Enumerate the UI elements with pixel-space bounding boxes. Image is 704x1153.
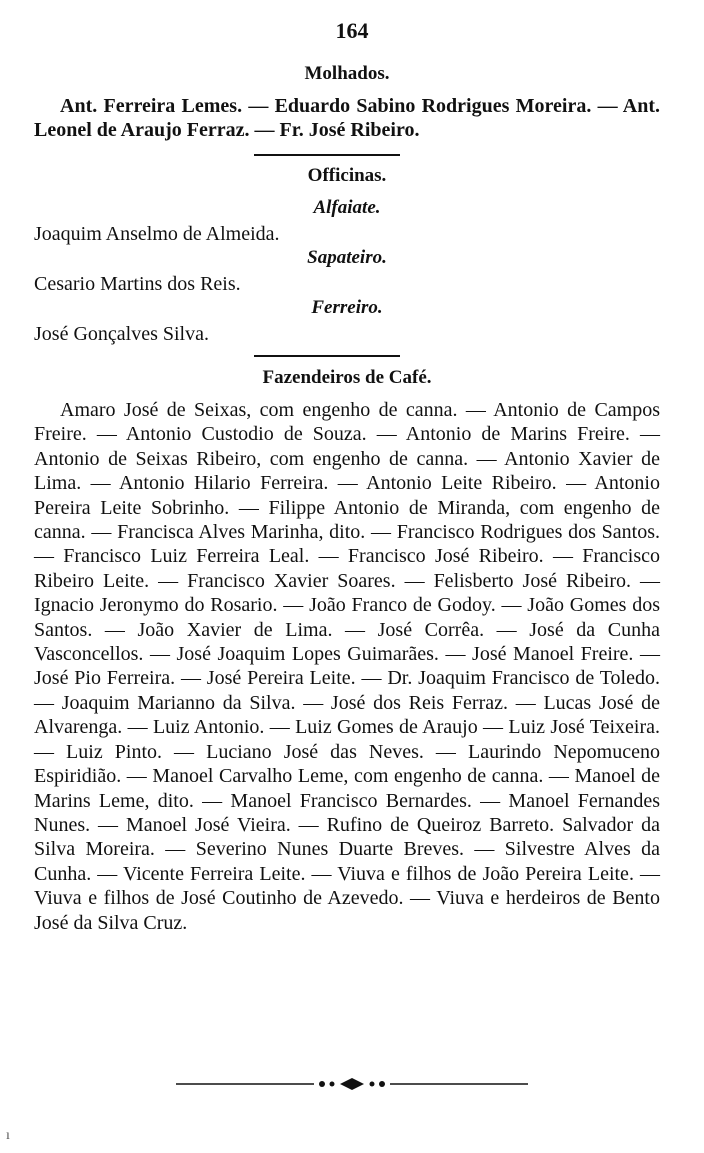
section-title-officinas: Officinas. [307, 165, 387, 186]
page-number: 164 [335, 18, 369, 43]
subtitle-sapateiro: Sapateiro. [307, 247, 387, 268]
ferreiro-name: José Gonçalves Silva. [34, 323, 209, 345]
subtitle-alfaiate: Alfaiate. [313, 197, 381, 218]
section-title-molhados: Molhados. [304, 63, 390, 84]
fazendeiros-paragraph: Amaro José de Seixas, com engenho de canna. — Antonio de Campos Freire. — Antonio Custodio de Souza. — Antonio de Marins Freire. — Antonio de Seixas Ribeiro, com engenho de canna. — Antonio Xavier de Lima. — Antonio Hilario Ferreira. — Antonio Leite Ribeiro. — Antonio Pereira Leite Sobrinho. — Filippe Antonio de Miranda, com engenho de canna. — Francisca Alves Marinha, dito. — Francisco Rodrigues dos Santos. — Francisco Luiz Ferreira Leal. — Francisco José Ribeiro. — Francisco Ribeiro Leite. — Francisco Xavier Soares. — Felisberto José Ribeiro. — Ignacio Jeronymo do Rosario. — João Franco de Godoy. — João Gomes dos Santos. — João Xavier de Lima. — José Corrêa. — José da Cunha Vasconcellos. — José Joaquim Lopes Guimarães. — José Manoel Freire. — José Pio Ferreira. — José Pereira Leite. — Dr. Joaquim Francisco de Toledo. — Joaquim Marianno da Silva. — José dos Reis Ferraz. — Lucas José de Alvarenga. — Luiz Antonio. — Luiz Gomes de Araujo — Luiz José Teixeira. — Luiz Pinto. — Luciano José das Neves. — Laurindo Nepomuceno Espiridião. — Manoel Carvalho Leme, com engenho de canna. — Manoel de Marins Leme, dito. — Manoel Francisco Bernardes. — Manoel Fernandes Nunes. — Manoel José Vieira. — Rufino de Queiroz Barreto. Salvador da Silva Moreira. — Severino Nunes Duarte Breves. — Silvestre Alves da Cunha. — Vicente Ferreira Leite. — Viuva e filhos de João Pereira Leite. — Viuva e filhos de José Coutinho de Azevedo. — Viuva e herdeiros de Bento José da Silva Cruz. [34, 399, 660, 934]
section-divider [254, 355, 400, 357]
section-divider [254, 154, 400, 156]
ornament-divider [176, 1076, 528, 1092]
subtitle-ferreiro: Ferreiro. [311, 297, 383, 318]
molhados-paragraph: Ant. Ferreira Lemes. — Eduardo Sabino Rodrigues Moreira. — Ant. Leonel de Araujo Ferraz. — Fr. José Ribeiro. [34, 95, 660, 142]
page-mark: ı [6, 1128, 10, 1143]
sapateiro-name: Cesario Martins dos Reis. [34, 273, 241, 295]
section-title-fazendeiros: Fazendeiros de Café. [262, 367, 432, 388]
alfaiate-name: Joaquim Anselmo de Almeida. [34, 223, 280, 245]
